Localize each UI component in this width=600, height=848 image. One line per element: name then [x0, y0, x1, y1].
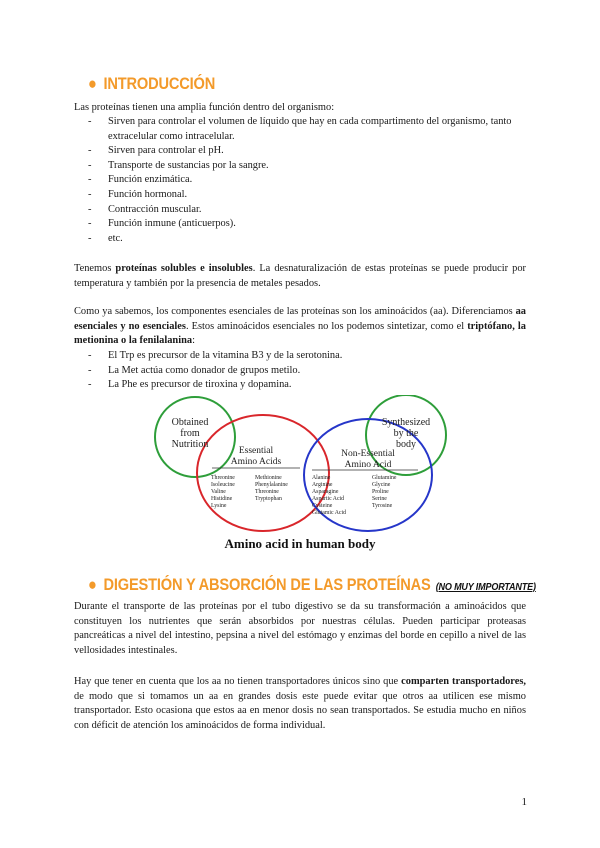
- essential-title: Amino Acids: [230, 457, 282, 467]
- essential-aa: Histidine: [211, 496, 233, 502]
- nutrition-label: Obtained: [171, 417, 209, 428]
- list-item: - Función hormonal.: [88, 188, 528, 203]
- nonessential-aa: Aspartic Acid: [312, 496, 345, 502]
- bold-term: comparten transportadores,: [401, 676, 526, 687]
- essential-aa: Valine: [211, 489, 226, 495]
- list-item: - Sirven para controlar el volumen de líquido que hay en cada compartimento del organismo, tanto extracelular como intracelular.: [88, 115, 528, 144]
- intro-lead: Las proteínas tienen una amplia función dentro del organismo:: [74, 102, 335, 113]
- nonessential-title: Non-Essential: [341, 449, 395, 459]
- paragraph-digestion: Durante el transporte de las proteínas por el tubo digestivo se da su transformación a aminoácidos que constituyen los nutrientes que serán absorbidos por nuestras células. Pueden participar proteasas pancreáticas a nivel del intestino, pepsina a nivel del estómago y enzimas del borde en cepillo a nivel de las vellosidades intestinales.: [74, 601, 526, 656]
- list-item: - La Met actúa como donador de grupos metilo.: [88, 364, 528, 379]
- synthesized-label: by the: [393, 428, 419, 439]
- essential-aa: Threonine: [255, 489, 279, 495]
- heading-note: (NO MUY IMPORTANTE): [435, 581, 536, 593]
- bold-term: proteínas solubles e insolubles: [115, 263, 253, 274]
- amino-acid-diagram: [150, 395, 450, 555]
- essential-title: Essential: [238, 446, 274, 456]
- heading-text: INTRODUCCIÓN: [103, 74, 216, 93]
- list-item: - Sirven para controlar el pH.: [88, 144, 528, 159]
- nutrition-label: Nutrition: [171, 439, 209, 450]
- nonessential-title: Amino Acid: [344, 460, 392, 470]
- nonessential-aa: Tyrosine: [372, 503, 393, 509]
- heading-bullet: ●: [88, 74, 97, 93]
- list-item: - Función inmune (anticuerpos).: [88, 217, 528, 232]
- nonessential-aa: Glutamine: [372, 475, 397, 481]
- bold-term: aa esenciales y no esenciales: [74, 306, 526, 332]
- list-item: - El Trp es precursor de la vitamina B3 y de la serotonina.: [88, 349, 528, 364]
- precursors-list: [88, 349, 528, 393]
- list-item: - Contracción muscular.: [88, 203, 528, 218]
- figure-caption: Amino acid in human body: [224, 536, 376, 551]
- page-number: 1: [521, 796, 527, 808]
- heading-text: DIGESTIÓN Y ABSORCIÓN DE LAS PROTEÍNAS: [103, 575, 431, 594]
- essential-circle: [197, 415, 329, 531]
- paragraph-transporters: Hay que tener en cuenta que los aa no tienen transportadores únicos sino que comparten transportadores, de modo que si tomamos un aa en grandes dosis este puede evitar que otros aa utilicen ese mismo transportador. Esto ocasiona que estos aa en menor dosis no sean transportados. Se estudia mucho en niños con déficit de atención los aminoácidos de forma individual.: [74, 676, 526, 731]
- nonessential-aa: Serine: [372, 496, 387, 502]
- section-heading-introduccion: [88, 74, 215, 94]
- section-heading-digestion: [88, 575, 536, 595]
- list-item: - Transporte de sustancias por la sangre.: [88, 159, 528, 174]
- essential-aa: Threonine: [211, 475, 235, 481]
- essential-aa: Lysine: [211, 503, 227, 509]
- essential-aa: Isoleucine: [211, 482, 235, 488]
- paragraph-solubility: Tenemos proteínas solubles e insolubles. La desnaturalización de estas proteínas se puede producir por temperatura y también por la presencia de metales pesados.: [74, 263, 526, 289]
- paragraph-amino-acids: Como ya sabemos, los componentes esenciales de las proteínas son los aminoácidos (aa). Diferenciamos aa esenciales y no esenciales. Estos aminoácidos esenciales no los podemos sintetizar, como el triptófano, la metionina o la fenilalanina:: [74, 306, 526, 347]
- functions-list: [88, 115, 528, 246]
- nutrition-label: from: [180, 428, 200, 439]
- nonessential-aa: Glutamic Acid: [312, 510, 346, 516]
- heading-bullet: ●: [88, 575, 97, 594]
- list-item: - etc.: [88, 232, 528, 247]
- nonessential-aa: Alanine: [312, 475, 331, 481]
- essential-aa: Tryptophan: [255, 496, 282, 502]
- list-item: - Función enzimática.: [88, 173, 528, 188]
- nonessential-aa: Glycine: [372, 482, 391, 488]
- synthesized-label: body: [396, 439, 416, 450]
- nonessential-aa: Arginine: [312, 482, 333, 488]
- nonessential-aa: Cysteine: [312, 503, 333, 509]
- list-item: - La Phe es precursor de tiroxina y dopamina.: [88, 378, 528, 393]
- essential-aa: Methionine: [255, 475, 282, 481]
- nonessential-aa: Proline: [372, 489, 389, 495]
- nonessential-aa: Asparagine: [312, 489, 339, 495]
- bold-term: triptófano, la metionina o la fenilalanina: [74, 320, 526, 347]
- synthesized-label: Synthesized: [381, 417, 431, 428]
- essential-aa: Phenylalanine: [255, 482, 288, 488]
